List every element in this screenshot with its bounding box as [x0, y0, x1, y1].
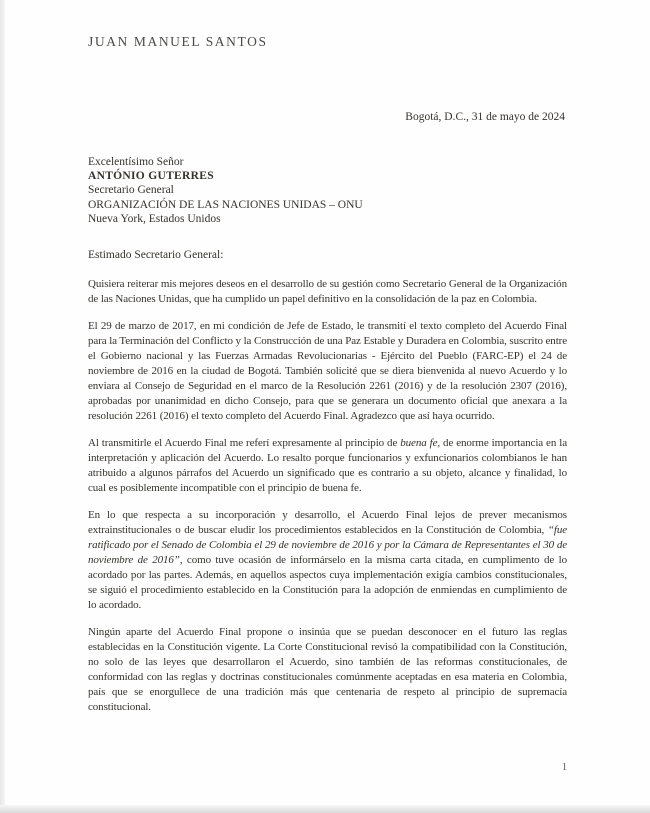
recipient-honorific: Excelentísimo Señor — [88, 156, 184, 168]
recipient-name: ANTÓNIO GUTERRES — [88, 170, 214, 183]
sender-name: JUAN MANUEL SANTOS — [88, 34, 268, 49]
recipient-title: Secretario General — [88, 184, 174, 197]
page-number: 1 — [562, 762, 567, 773]
paragraph-greeting-wishes: Quisiera reiterar mis mejores deseos en el desarrollo de su gestión como Secretario General de la Organización de las Naciones Unidas, que ha cumplido un papel definitivo en la consolidación de la paz en Colombia. — [88, 278, 567, 305]
paragraph-incorporacion: En lo que respecta a su incorporación y desarrollo, el Acuerdo Final lejos de prever mecanismos extrainstitucionales o de buscar eludir los procedimientos establecidos en la Constitución de Colombia, “fue ratificado por el Senado de Colombia el 29 de noviembre de 2016 y por la Cámara de Representantes el 30 de noviembre de 2016”, como tuve ocasión de informárselo en la misma carta citada, en cumplimento de lo acordado por las partes. Además, en aquellos aspectos cuya implementación exigía cambios constitucionales, se siguió el procedimiento establecido en la Constitución para la adopción de enmiendas en cumplimiento de lo acordado. — [88, 509, 567, 611]
page-edge-bottom — [0, 805, 650, 813]
recipient-organization: ORGANIZACIÓN DE LAS NACIONES UNIDAS – ONU — [88, 198, 363, 211]
dateline: Bogotá, D.C., 31 de mayo de 2024 — [405, 111, 565, 123]
salutation: Estimado Secretario General: — [88, 249, 224, 261]
paragraph-buena-fe: Al transmitirle el Acuerdo Final me referí expresamente al principio de buena fe, de enorme importancia en la interpretación y aplicación del Acuerdo. Lo resalto porque funcionarios y exfuncionarios colombianos le han atribuido a algunos párrafos del Acuerdo un significado que es contrario a su objeto, alcance y finalidad, lo cual es posiblemente incompatible con el principio de buena fe. — [88, 437, 567, 494]
paragraph-constitucion: Ningún aparte del Acuerdo Final propone o insinúa que se puedan desconocer en el futuro las reglas establecidas en la Constitución vigente. La Corte Constitucional revisó la compatibilidad con la Constitución, no solo de las leyes que desarrollaron el Acuerdo, sino también de las reformas constitucionales, de conformidad con las reglas y doctrinas constitucionales comúnmente aceptadas en esa materia en Colombia, país que se enorgullece de una tradición más que centenaria de respeto al principio de supremacía constitucional. — [88, 626, 567, 713]
page-edge-left — [0, 0, 5, 813]
paragraph-acuerdo-transmission: El 29 de marzo de 2017, en mi condición de Jefe de Estado, le transmití el texto completo del Acuerdo Final para la Terminación del Conflicto y la Construcción de una Paz Estable y Duradera en Colombia, suscrito entre el Gobierno nacional y las Fuerzas Armadas Revolucionarias - Ejército del Pueblo (FARC-EP) el 24 de noviembre de 2016 en la ciudad de Bogotá. También solicité que se diera bienvenida al nuevo Acuerdo y lo enviara al Consejo de Seguridad en el marco de la Resolución 2261 (2016) y de la resolución 2307 (2016), aprobadas por unanimidad en dicho Consejo, para que se generara un documento oficial que anexara a la resolución 2261 (2016) el texto completo del Acuerdo Final. Agradezco que así haya ocurrido. — [88, 320, 567, 422]
letter-body — [88, 277, 567, 727]
recipient-block — [88, 155, 363, 226]
recipient-location: Nueva York, Estados Unidos — [88, 212, 221, 225]
